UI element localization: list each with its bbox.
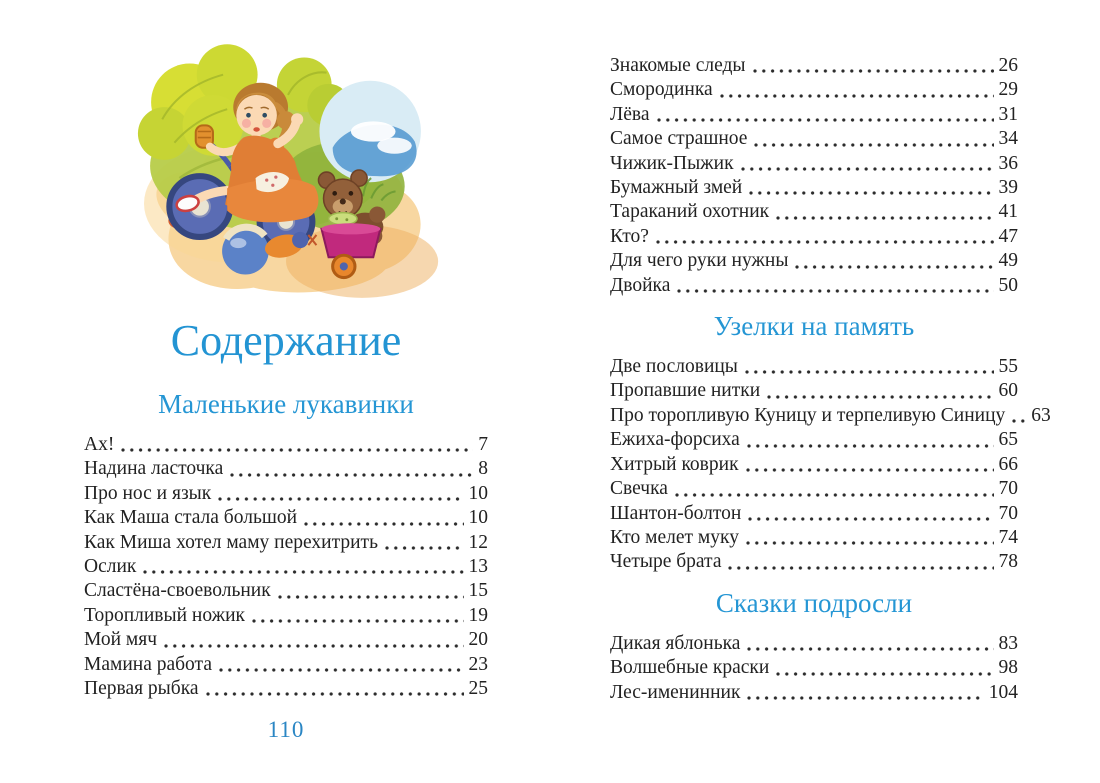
toc-entry — [610, 152, 1018, 176]
toc-entry — [610, 225, 1018, 249]
toc-entry-page: 55 — [998, 356, 1018, 378]
toc-entry-title: Бумажный змей — [610, 177, 743, 199]
section-heading-malenkie-lukavinki: Маленькие лукавинки — [158, 389, 414, 419]
cheek — [242, 119, 251, 128]
dot-leader — [657, 117, 994, 123]
dot-leader — [143, 569, 463, 575]
toc-entry — [610, 355, 1018, 379]
dot-leader — [767, 394, 993, 400]
toc-entry-title: Надина ласточка — [84, 458, 224, 480]
toc-entry — [610, 274, 1018, 298]
toc-entry-page: 10 — [468, 507, 488, 529]
toc-entry — [84, 433, 488, 457]
toc-entry-title: Чижик-Пыжик — [610, 152, 734, 174]
toc-entry-title: Четыре брата — [610, 551, 722, 573]
toc-entry-title: Свечка — [610, 478, 668, 500]
toc-entry — [610, 200, 1018, 224]
toc-entry-page: 63 — [1031, 404, 1051, 426]
toc-entry-page: 66 — [998, 453, 1018, 475]
cheek — [262, 119, 271, 128]
toc-entry-page: 70 — [998, 502, 1018, 524]
toc-entry-title: Торопливый ножик — [84, 604, 245, 626]
toc-entry-page: 98 — [998, 657, 1018, 679]
toc-entry-page: 104 — [988, 681, 1018, 703]
toc-entry-page: 60 — [998, 380, 1018, 402]
toc-entry-title: Ежиха-форсиха — [610, 429, 740, 451]
toc-entry-title: Лёва — [610, 103, 650, 125]
toc-entry-title: Кто мелет муку — [610, 526, 739, 548]
toc-entry — [84, 482, 488, 506]
toc-entry-title: Хитрый коврик — [610, 453, 739, 475]
illustration-girl-on-tricycle — [131, 26, 441, 310]
toc-entry-title: Мамина работа — [84, 653, 212, 675]
toc-entry — [84, 677, 488, 701]
toc-entry-title: Шантон-болтон — [610, 502, 742, 524]
hand — [291, 113, 303, 125]
dot-leader — [754, 142, 993, 148]
toc-entry — [84, 457, 488, 481]
toc-entry-title: Как Миша хотел маму перехитрить — [84, 531, 378, 553]
toc-entry-page: 19 — [468, 604, 488, 626]
watercolor-illustration — [131, 26, 441, 310]
cloud — [377, 138, 411, 154]
toc-entry-page: 29 — [998, 79, 1018, 101]
toc-entry — [610, 502, 1018, 526]
toc-entry-page: 83 — [998, 632, 1018, 654]
toc-entry-title: Мой мяч — [84, 629, 158, 651]
toc-entry-title: Кто? — [610, 225, 649, 247]
toc-entry-page: 41 — [998, 201, 1018, 223]
dot-leader — [747, 695, 983, 701]
toc-entry-title: Про нос и язык — [84, 482, 212, 504]
toc-entry — [610, 428, 1018, 452]
section-heading-uzelki-na-pamyat: Узелки на память — [713, 311, 915, 342]
toc-list-skazki — [610, 632, 1018, 705]
toc-entry-page: 34 — [998, 128, 1018, 150]
toc-entry-title: Смородинка — [610, 79, 713, 101]
toc-entry-page: 50 — [998, 274, 1018, 296]
toc-entry — [610, 550, 1018, 574]
toc-entry-title: Первая рыбка — [84, 678, 199, 700]
toc-entry — [610, 127, 1018, 151]
toc-entry-page: 20 — [468, 629, 488, 651]
toc-entry-title: Ах! — [84, 434, 115, 455]
toc-entry-page: 15 — [468, 580, 488, 602]
toc-entry-page: 36 — [998, 152, 1018, 174]
toc-entry — [84, 653, 488, 677]
toc-entry-page: 39 — [998, 177, 1018, 199]
dot-leader — [746, 540, 994, 546]
ball — [222, 227, 269, 274]
toc-entry-page: 8 — [478, 458, 488, 480]
toc-list-uzelki — [610, 355, 1051, 575]
dot-leader — [1012, 418, 1026, 424]
toc-entry — [610, 78, 1018, 102]
toc-entry — [84, 604, 488, 628]
dot-leader — [747, 443, 994, 449]
toc-entry-page: 10 — [468, 482, 488, 504]
toc-entry — [610, 526, 1018, 550]
dot-leader — [230, 472, 473, 478]
dot-leader — [720, 93, 994, 99]
sky-patch — [319, 81, 420, 182]
dot-leader — [219, 667, 464, 673]
toc-entry-page: 65 — [998, 429, 1018, 451]
section-heading-skazki-podrosli: Сказки подросли — [715, 587, 913, 618]
toc-entry-title: Дикая яблонька — [610, 632, 741, 654]
toc-entry-page: 25 — [468, 678, 488, 700]
toc-entry — [610, 477, 1018, 501]
toc-entry — [84, 531, 488, 555]
toc-entry-title: Лес-именинник — [610, 681, 741, 703]
toc-entry — [610, 681, 1018, 705]
mouth — [253, 127, 259, 131]
toc-entry — [610, 656, 1018, 680]
dot-leader — [304, 521, 463, 527]
eye — [262, 113, 267, 118]
toc-entry — [84, 506, 488, 530]
toc-entry-title: Ослик — [84, 556, 137, 578]
toc-entry-title: Знакомые следы — [610, 55, 746, 76]
dot-leader — [795, 264, 993, 270]
toc-entry-title: Сластёна-своевольник — [84, 580, 271, 602]
dot-leader — [121, 447, 473, 453]
toc-entry — [610, 176, 1018, 200]
dot-leader — [164, 643, 463, 649]
toc-entry — [84, 579, 488, 603]
dot-leader — [656, 239, 994, 245]
dot-leader — [746, 467, 994, 473]
toc-entry-title: Пропавшие нитки — [610, 380, 761, 402]
toc-entry-page: 78 — [998, 551, 1018, 573]
toc-list-left — [84, 433, 488, 701]
toc-list-right-continued — [610, 54, 1018, 298]
dot-leader — [748, 516, 993, 522]
dot-leader — [741, 166, 994, 172]
toc-entry-page: 23 — [468, 653, 488, 675]
toc-entry-page: 26 — [998, 55, 1018, 76]
dot-leader — [677, 288, 993, 294]
toc-entry — [84, 628, 488, 652]
toc-entry-page: 74 — [998, 526, 1018, 548]
dot-leader — [747, 646, 993, 652]
toc-entry-page: 7 — [478, 434, 488, 455]
dot-leader — [753, 68, 994, 74]
toc-entry-title: Про торопливую Куницу и терпеливую Синицу — [610, 404, 1006, 426]
toc-entry-page: 12 — [468, 531, 488, 553]
dot-leader — [278, 594, 464, 600]
toc-entry — [610, 632, 1018, 656]
dot-leader — [776, 671, 993, 677]
dot-leader — [675, 492, 994, 498]
dot-leader — [206, 691, 464, 697]
toc-entry-title: Самое страшное — [610, 128, 748, 150]
toc-entry — [610, 249, 1018, 273]
toc-entry-title: Две пословицы — [610, 356, 738, 378]
dot-leader — [749, 190, 993, 196]
toc-entry — [610, 54, 1018, 78]
toc-entry-title: Для чего руки нужны — [610, 250, 789, 272]
page-number: 110 — [267, 717, 305, 742]
toc-entry — [610, 453, 1018, 477]
scarf — [329, 213, 357, 225]
toc-entry-page: 13 — [468, 556, 488, 578]
toc-entry — [610, 103, 1018, 127]
toc-entry — [610, 404, 1051, 428]
toc-entry-page: 70 — [998, 478, 1018, 500]
eye — [246, 113, 251, 118]
dot-leader — [252, 618, 464, 624]
toc-entry-page: 49 — [998, 250, 1018, 272]
contents-title: Содержание — [170, 316, 402, 365]
toc-entry-page: 47 — [998, 225, 1018, 247]
dot-leader — [776, 215, 993, 221]
toc-entry — [610, 379, 1018, 403]
toc-entry — [84, 555, 488, 579]
toc-entry-title: Как Маша стала большой — [84, 507, 298, 529]
toc-entry-title: Двойка — [610, 274, 671, 296]
dot-leader — [385, 545, 464, 551]
dot-leader — [745, 369, 994, 375]
toc-entry-page: 31 — [998, 103, 1018, 125]
dot-leader — [218, 496, 463, 502]
dot-leader — [728, 565, 993, 571]
toc-entry-title: Волшебные краски — [610, 657, 770, 679]
toc-entry-title: Тараканий охотник — [610, 201, 770, 223]
right-page-column — [550, 0, 1100, 783]
